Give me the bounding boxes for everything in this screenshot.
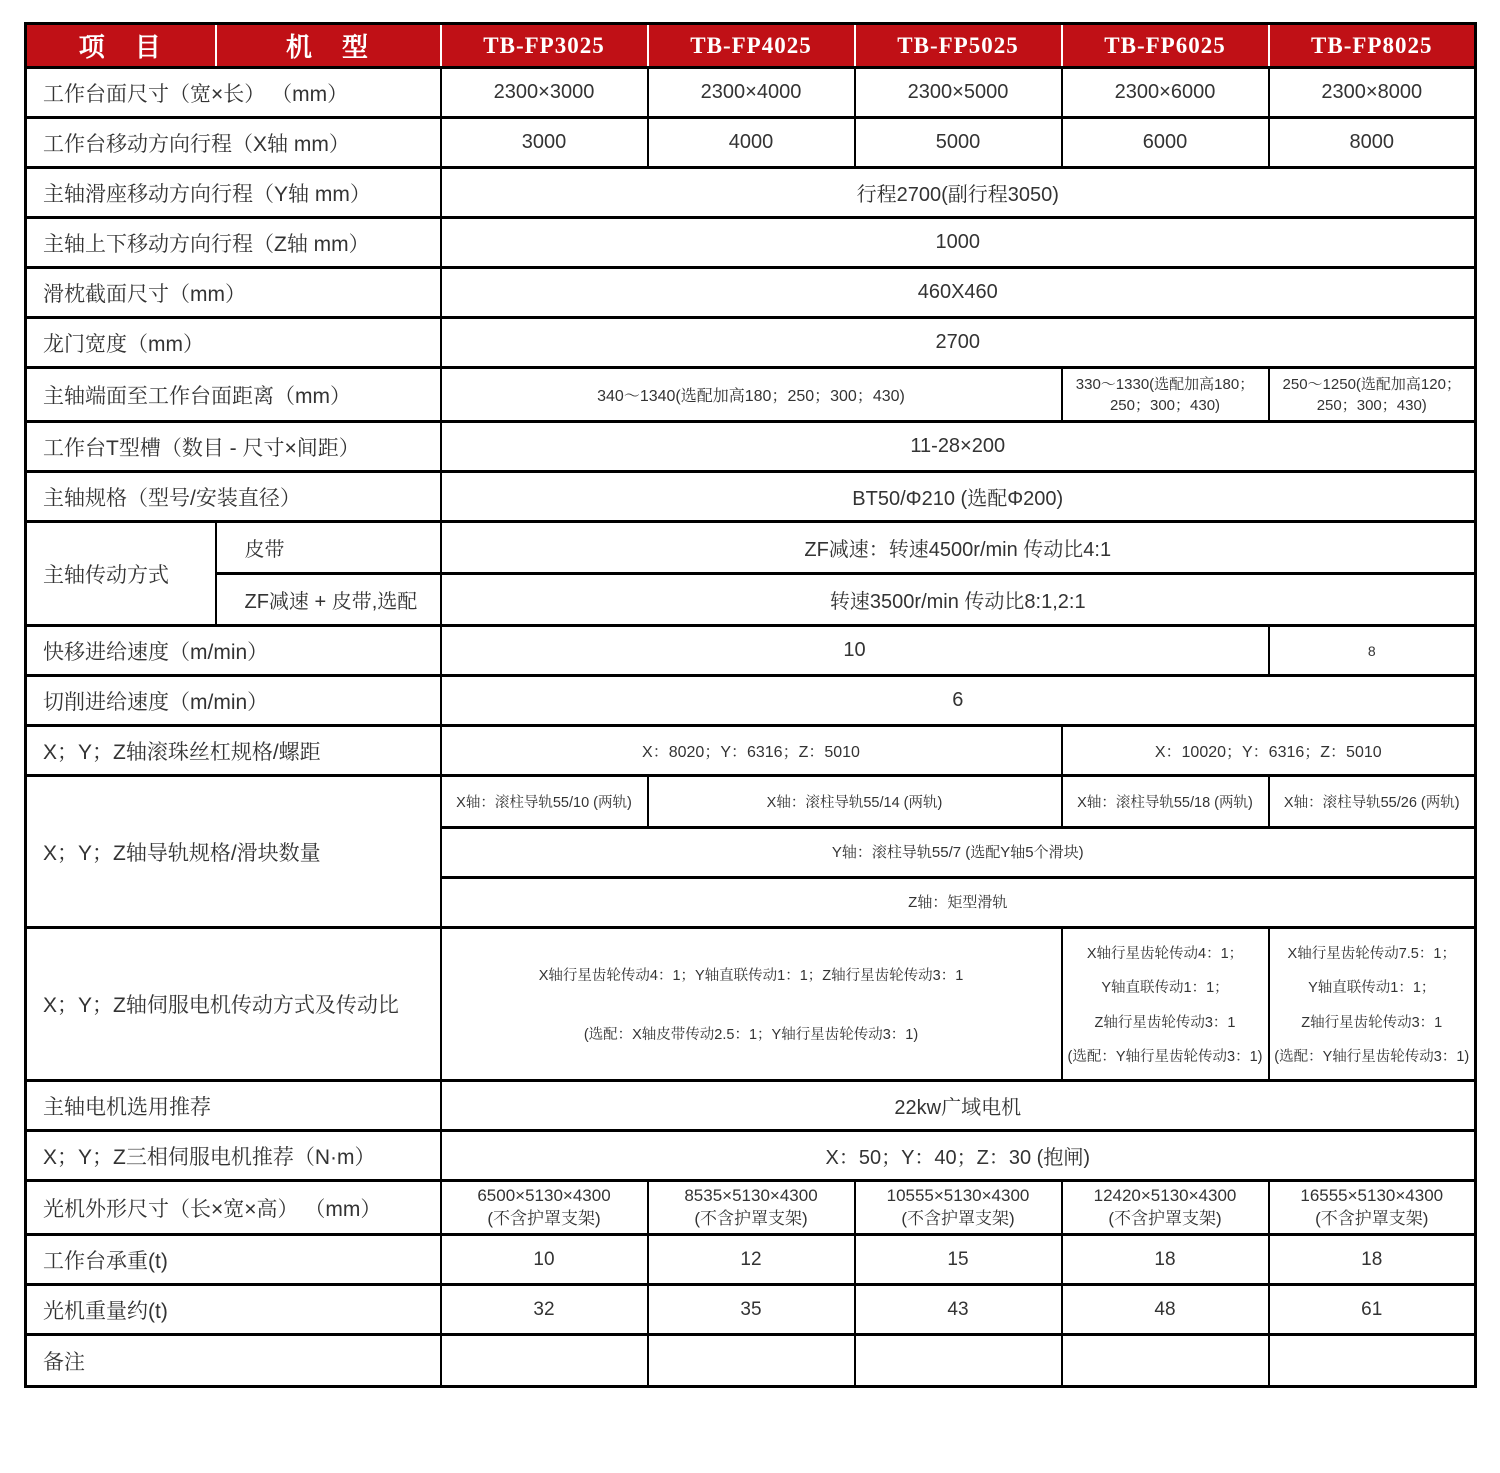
row-label: 主轴电机选用推荐 bbox=[26, 1081, 441, 1131]
row-label: 工作台面尺寸（宽×长） （mm） bbox=[26, 68, 441, 118]
spindle-distance-value: 330～1330(选配加高180；250；300；430) bbox=[1062, 368, 1269, 422]
servo-drive-fp8025-cell bbox=[1269, 928, 1476, 1081]
guideway-y-value: Y轴：滚柱导轨55/7 (选配Y轴5个滑块) bbox=[441, 828, 1476, 878]
table-load-value: 18 bbox=[1269, 1235, 1476, 1285]
table-load-value: 10 bbox=[441, 1235, 648, 1285]
row-spindle-drive-belt bbox=[26, 522, 1476, 574]
rapid-feed-value-fp8025: 8 bbox=[1269, 626, 1476, 676]
t-slot-value: 11-28×200 bbox=[441, 422, 1476, 472]
ram-section-value: 460X460 bbox=[441, 268, 1476, 318]
row-spindle-distance bbox=[26, 368, 1476, 422]
machine-weight-value: 35 bbox=[648, 1285, 855, 1335]
cell-line: (不含护罩支架) bbox=[901, 1208, 1015, 1228]
row-label: X；Y；Z轴滚珠丝杠规格/螺距 bbox=[26, 726, 441, 776]
cell-line: (不含护罩支架) bbox=[487, 1208, 601, 1228]
cell-line: X轴行星齿轮传动7.5：1； bbox=[1287, 946, 1456, 962]
row-label: 主轴传动方式 bbox=[26, 522, 216, 626]
row-z-travel bbox=[26, 218, 1476, 268]
row-label: 工作台承重(t) bbox=[26, 1235, 441, 1285]
remarks-empty-cell bbox=[1269, 1335, 1476, 1387]
remarks-empty-cell bbox=[1062, 1335, 1269, 1387]
spindle-spec-value: BT50/Φ210 (选配Φ200) bbox=[441, 472, 1476, 522]
cell-line: X轴行星齿轮传动4：1； bbox=[1086, 946, 1244, 962]
worktable-size-value: 2300×3000 bbox=[441, 68, 648, 118]
cell-line: 10555×5130×4300 bbox=[886, 1185, 1030, 1205]
row-label: 滑枕截面尺寸（mm） bbox=[26, 268, 441, 318]
remarks-empty-cell bbox=[648, 1335, 855, 1387]
row-y-travel bbox=[26, 168, 1476, 218]
row-machine-weight bbox=[26, 1285, 1476, 1335]
row-label: 工作台T型槽（数目 - 尺寸×间距） bbox=[26, 422, 441, 472]
y-travel-value: 行程2700(副行程3050) bbox=[441, 168, 1476, 218]
row-cutting-feed bbox=[26, 676, 1476, 726]
row-label: X；Y；Z三相伺服电机推荐（N·m） bbox=[26, 1131, 441, 1181]
header-model-tb-fp6025: TB-FP6025 bbox=[1062, 24, 1269, 68]
cell-line: (不含护罩支架) bbox=[1108, 1208, 1222, 1228]
machine-weight-value: 32 bbox=[441, 1285, 648, 1335]
row-label: 主轴规格（型号/安装直径） bbox=[26, 472, 441, 522]
spec-table bbox=[24, 22, 1477, 1388]
row-rapid-feed bbox=[26, 626, 1476, 676]
machine-weight-value: 48 bbox=[1062, 1285, 1269, 1335]
machine-size-value bbox=[855, 1181, 1062, 1235]
worktable-size-value: 2300×6000 bbox=[1062, 68, 1269, 118]
row-label: 主轴上下移动方向行程（Z轴 mm） bbox=[26, 218, 441, 268]
cell-line: (选配：Y轴行星齿轮传动3：1) bbox=[1274, 1048, 1470, 1065]
cell-line: 8535×5130×4300 bbox=[684, 1185, 818, 1205]
gantry-width-value: 2700 bbox=[441, 318, 1476, 368]
spindle-drive-zf-value: 转速3500r/min 传动比8:1,2:1 bbox=[441, 574, 1476, 626]
row-label: 光机外形尺寸（长×宽×高） （mm） bbox=[26, 1181, 441, 1235]
spindle-drive-belt-value: ZF减速：转速4500r/min 传动比4:1 bbox=[441, 522, 1476, 574]
row-label: 工作台移动方向行程（X轴 mm） bbox=[26, 118, 441, 168]
header-item-label: 项 目 bbox=[26, 24, 216, 68]
cell-line: Z轴行星齿轮传动3：1 bbox=[1301, 1014, 1443, 1031]
spindle-distance-value: 340～1340(选配加高180；250；300；430) bbox=[441, 368, 1062, 422]
cell-line: Y轴直联传动1：1； bbox=[1308, 980, 1436, 997]
row-spindle-motor bbox=[26, 1081, 1476, 1131]
servo-drive-main-cell bbox=[441, 928, 1062, 1081]
table-load-value: 15 bbox=[855, 1235, 1062, 1285]
row-label: 快移进给速度（m/min） bbox=[26, 626, 441, 676]
row-ram-section bbox=[26, 268, 1476, 318]
guideway-x-value: X轴：滚柱导轨55/10 (两轨) bbox=[441, 776, 648, 828]
ballscrew-value-small: X：8020；Y：6316；Z：5010 bbox=[441, 726, 1062, 776]
machine-weight-value: 43 bbox=[855, 1285, 1062, 1335]
row-gantry-width bbox=[26, 318, 1476, 368]
row-label: 备注 bbox=[26, 1335, 441, 1387]
x-travel-value: 4000 bbox=[648, 118, 855, 168]
cell-line: 12420×5130×4300 bbox=[1093, 1185, 1237, 1205]
guideway-x-value: X轴：滚柱导轨55/18 (两轨) bbox=[1062, 776, 1269, 828]
row-t-slot bbox=[26, 422, 1476, 472]
row-label: X；Y；Z轴伺服电机传动方式及传动比 bbox=[26, 928, 441, 1081]
row-label: 主轴滑座移动方向行程（Y轴 mm） bbox=[26, 168, 441, 218]
x-travel-value: 6000 bbox=[1062, 118, 1269, 168]
remarks-empty-cell bbox=[855, 1335, 1062, 1387]
worktable-size-value: 2300×4000 bbox=[648, 68, 855, 118]
row-table-load bbox=[26, 1235, 1476, 1285]
header-model-tb-fp4025: TB-FP4025 bbox=[648, 24, 855, 68]
cell-line: (选配：X轴皮带传动2.5：1；Y轴行星齿轮传动3：1) bbox=[583, 1027, 919, 1043]
machine-size-value bbox=[648, 1181, 855, 1235]
z-travel-value: 1000 bbox=[441, 218, 1476, 268]
servo-drive-fp6025-cell bbox=[1062, 928, 1269, 1081]
row-guideway-x bbox=[26, 776, 1476, 828]
spindle-drive-sublabel: ZF减速 + 皮带,选配 bbox=[216, 574, 441, 626]
header-model-tb-fp3025: TB-FP3025 bbox=[441, 24, 648, 68]
cell-line: X轴行星齿轮传动4：1；Y轴直联传动1：1；Z轴行星齿轮传动3：1 bbox=[538, 968, 964, 984]
machine-size-value bbox=[1269, 1181, 1476, 1235]
guideway-z-value: Z轴：矩型滑轨 bbox=[441, 878, 1476, 928]
row-worktable-size bbox=[26, 68, 1476, 118]
cell-line: (不含护罩支架) bbox=[694, 1208, 808, 1228]
spindle-distance-value: 250～1250(选配加高120；250；300；430) bbox=[1269, 368, 1476, 422]
remarks-empty-cell bbox=[441, 1335, 648, 1387]
machine-size-value bbox=[1062, 1181, 1269, 1235]
x-travel-value: 5000 bbox=[855, 118, 1062, 168]
row-label: 光机重量约(t) bbox=[26, 1285, 441, 1335]
worktable-size-value: 2300×8000 bbox=[1269, 68, 1476, 118]
machine-weight-value: 61 bbox=[1269, 1285, 1476, 1335]
row-spindle-drive-zf bbox=[26, 574, 1476, 626]
row-label: X；Y；Z轴导轨规格/滑块数量 bbox=[26, 776, 441, 928]
spindle-motor-value: 22kw广域电机 bbox=[441, 1081, 1476, 1131]
header-row bbox=[26, 24, 1476, 68]
servo-motor-value: X：50；Y：40；Z：30 (抱闸) bbox=[441, 1131, 1476, 1181]
cell-line: (不含护罩支架) bbox=[1315, 1208, 1429, 1228]
row-label: 切削进给速度（m/min） bbox=[26, 676, 441, 726]
header-model-tb-fp5025: TB-FP5025 bbox=[855, 24, 1062, 68]
header-model-label: 机 型 bbox=[216, 24, 441, 68]
cell-line: (选配：Y轴行星齿轮传动3：1) bbox=[1067, 1048, 1263, 1065]
x-travel-value: 3000 bbox=[441, 118, 648, 168]
row-ballscrew bbox=[26, 726, 1476, 776]
row-label: 龙门宽度（mm） bbox=[26, 318, 441, 368]
cell-line: 16555×5130×4300 bbox=[1300, 1185, 1444, 1205]
machine-size-value bbox=[441, 1181, 648, 1235]
spindle-drive-sublabel: 皮带 bbox=[216, 522, 441, 574]
cutting-feed-value: 6 bbox=[441, 676, 1476, 726]
cell-line: 6500×5130×4300 bbox=[477, 1185, 611, 1205]
row-servo-drive bbox=[26, 928, 1476, 1081]
row-spindle-spec bbox=[26, 472, 1476, 522]
guideway-x-value: X轴：滚柱导轨55/26 (两轨) bbox=[1269, 776, 1476, 828]
cell-line: Y轴直联传动1：1； bbox=[1101, 980, 1229, 997]
rapid-feed-value: 10 bbox=[441, 626, 1269, 676]
cell-line: Z轴行星齿轮传动3：1 bbox=[1094, 1014, 1236, 1031]
guideway-x-value: X轴：滚柱导轨55/14 (两轨) bbox=[648, 776, 1062, 828]
row-remarks bbox=[26, 1335, 1476, 1387]
x-travel-value: 8000 bbox=[1269, 118, 1476, 168]
ballscrew-value-large: X：10020；Y：6316；Z：5010 bbox=[1062, 726, 1476, 776]
header-model-tb-fp8025: TB-FP8025 bbox=[1269, 24, 1476, 68]
row-servo-motor bbox=[26, 1131, 1476, 1181]
worktable-size-value: 2300×5000 bbox=[855, 68, 1062, 118]
table-load-value: 18 bbox=[1062, 1235, 1269, 1285]
row-machine-size bbox=[26, 1181, 1476, 1235]
row-label: 主轴端面至工作台面距离（mm） bbox=[26, 368, 441, 422]
table-load-value: 12 bbox=[648, 1235, 855, 1285]
row-x-travel bbox=[26, 118, 1476, 168]
